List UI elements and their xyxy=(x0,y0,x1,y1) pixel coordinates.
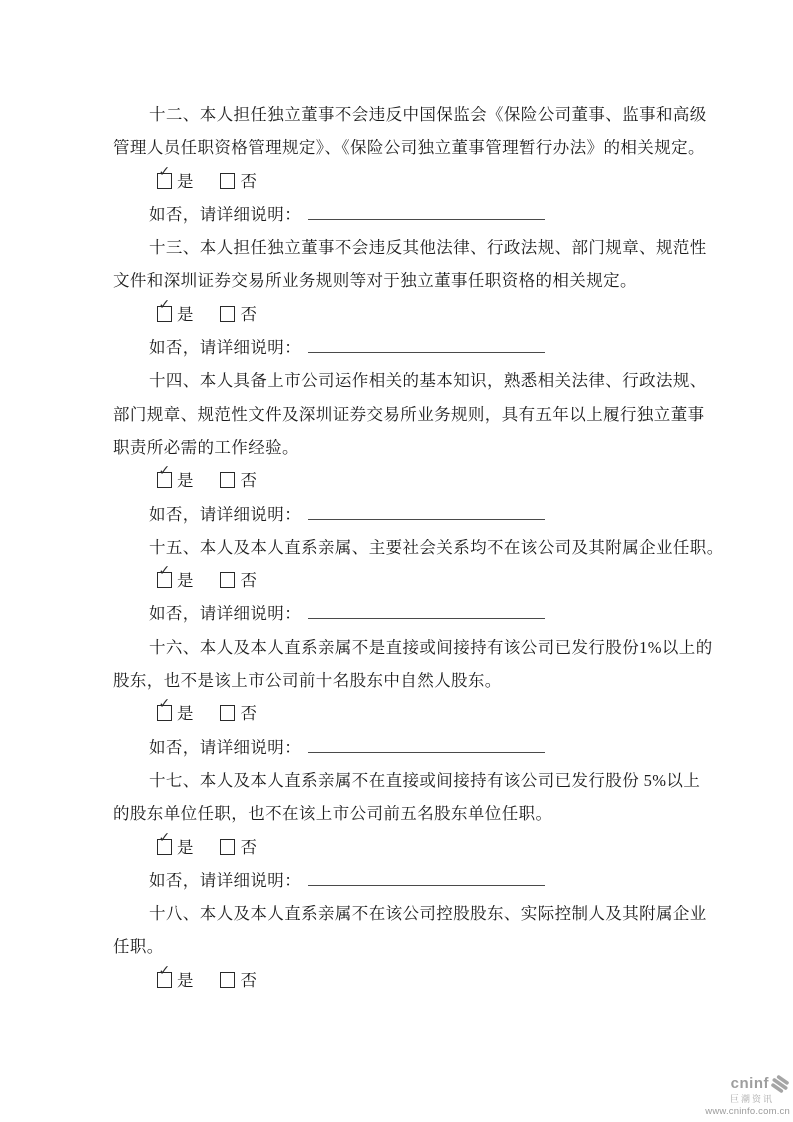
item-paragraph-line: 管理人员任职资格管理规定》、《保险公司独立董事管理暂行办法》的相关规定。 xyxy=(113,138,705,158)
no-label: 否 xyxy=(240,571,258,591)
cninfo-watermark xyxy=(705,1074,790,1117)
cninfo-logo-row xyxy=(705,1074,790,1094)
item-paragraph xyxy=(113,231,707,298)
explain-label: 如否，请详细说明： xyxy=(149,504,302,524)
checkbox-row xyxy=(113,564,693,597)
yes-label: 是 xyxy=(177,471,194,491)
no-checkbox[interactable] xyxy=(220,972,235,988)
no-label: 否 xyxy=(240,471,258,491)
declaration-item-17 xyxy=(113,764,701,897)
item-paragraph-line: 文件和深圳证券交易所业务规则等对于独立董事任职资格的相关规定。 xyxy=(113,271,637,291)
item-paragraph-line: 十八、本人及本人直系亲属不在该公司控股股东、实际控制人及其附属企业 xyxy=(149,904,707,924)
item-paragraph xyxy=(113,98,707,165)
explain-label: 如否，请详细说明： xyxy=(149,737,302,757)
item-paragraph-line: 的股东单位任职，也不在该上市公司前五名股东单位任职。 xyxy=(113,804,553,824)
item-paragraph xyxy=(113,631,713,698)
yes-label: 是 xyxy=(177,571,194,591)
no-checkbox[interactable] xyxy=(220,173,235,189)
explain-label: 如否，请详细说明： xyxy=(149,604,302,624)
yes-checkbox[interactable] xyxy=(157,306,172,322)
declaration-item-18 xyxy=(113,897,707,997)
item-paragraph-line: 十三、本人担任独立董事不会违反其他法律、行政法规、部门规章、规范性 xyxy=(149,238,707,258)
item-paragraph-line: 任职。 xyxy=(113,937,164,957)
checkbox-row xyxy=(113,697,693,730)
declaration-item-14 xyxy=(113,364,707,530)
checkbox-row xyxy=(113,964,693,997)
item-paragraph-line: 十七、本人及本人直系亲属不在直接或间接持有该公司已发行股份 5%以上 xyxy=(149,770,701,790)
declaration-item-16 xyxy=(113,631,713,764)
explain-blank-line xyxy=(308,599,545,619)
explain-row xyxy=(113,331,693,364)
explain-row xyxy=(113,198,693,231)
no-label: 否 xyxy=(240,837,258,857)
cninfo-brand-text: cninf xyxy=(730,1074,769,1092)
explain-blank-line xyxy=(308,200,545,220)
checkbox-row xyxy=(113,165,693,198)
item-paragraph xyxy=(113,897,707,964)
item-paragraph-line: 十四、本人具备上市公司运作相关的基本知识，熟悉相关法律、行政法规、 xyxy=(149,371,707,391)
declaration-item-13 xyxy=(113,231,707,364)
cninfo-swirl-icon xyxy=(770,1074,790,1094)
explain-row xyxy=(113,597,693,630)
checkbox-row xyxy=(113,464,693,497)
explain-blank-line xyxy=(308,500,545,520)
item-paragraph-line: 职责所必需的工作经验。 xyxy=(113,437,299,457)
yes-checkbox[interactable] xyxy=(157,972,172,988)
item-paragraph-line: 股东，也不是该上市公司前十名股东中自然人股东。 xyxy=(113,671,502,691)
explain-row xyxy=(113,864,693,897)
explain-label: 如否，请详细说明： xyxy=(149,204,302,224)
explain-label: 如否，请详细说明： xyxy=(149,870,302,890)
yes-label: 是 xyxy=(177,704,194,724)
item-paragraph-line: 部门规章、规范性文件及深圳证券交易所业务规则，具有五年以上履行独立董事 xyxy=(113,404,705,424)
no-checkbox[interactable] xyxy=(220,572,235,588)
explain-row xyxy=(113,731,693,764)
no-checkbox[interactable] xyxy=(220,839,235,855)
item-paragraph-line: 十二、本人担任独立董事不会违反中国保监会《保险公司董事、监事和高级 xyxy=(149,105,707,124)
yes-checkbox[interactable] xyxy=(157,705,172,721)
no-checkbox[interactable] xyxy=(220,472,235,488)
explain-row xyxy=(113,498,693,531)
cninfo-name-text: 巨潮资讯 xyxy=(729,1094,774,1104)
declaration-item-12 xyxy=(113,98,707,231)
declaration-items xyxy=(113,98,724,997)
yes-label: 是 xyxy=(177,970,194,990)
no-checkbox[interactable] xyxy=(220,705,235,721)
item-paragraph-line: 十六、本人及本人直系亲属不是直接或间接持有该公司已发行股份1%以上的 xyxy=(149,637,713,657)
item-paragraph xyxy=(113,764,701,831)
declaration-item-15 xyxy=(113,531,724,631)
explain-blank-line xyxy=(308,733,545,753)
yes-checkbox[interactable] xyxy=(157,572,172,588)
explain-blank-line xyxy=(308,866,545,886)
no-label: 否 xyxy=(240,171,258,191)
checkbox-row xyxy=(113,298,693,331)
yes-checkbox[interactable] xyxy=(157,472,172,488)
cninfo-url-text: www.cninfo.com.cn xyxy=(705,1105,790,1117)
no-label: 否 xyxy=(240,304,258,324)
no-label: 否 xyxy=(240,970,258,990)
checkbox-row xyxy=(113,831,693,864)
item-paragraph xyxy=(113,531,724,564)
yes-label: 是 xyxy=(177,304,194,324)
item-paragraph xyxy=(113,364,707,464)
yes-checkbox[interactable] xyxy=(157,173,172,189)
yes-label: 是 xyxy=(177,837,194,857)
yes-label: 是 xyxy=(177,171,194,191)
item-paragraph-line: 十五、本人及本人直系亲属、主要社会关系均不在该公司及其附属企业任职。 xyxy=(149,537,724,557)
yes-checkbox[interactable] xyxy=(157,839,172,855)
no-label: 否 xyxy=(240,704,258,724)
explain-label: 如否，请详细说明： xyxy=(149,338,302,358)
no-checkbox[interactable] xyxy=(220,306,235,322)
explain-blank-line xyxy=(308,333,545,353)
